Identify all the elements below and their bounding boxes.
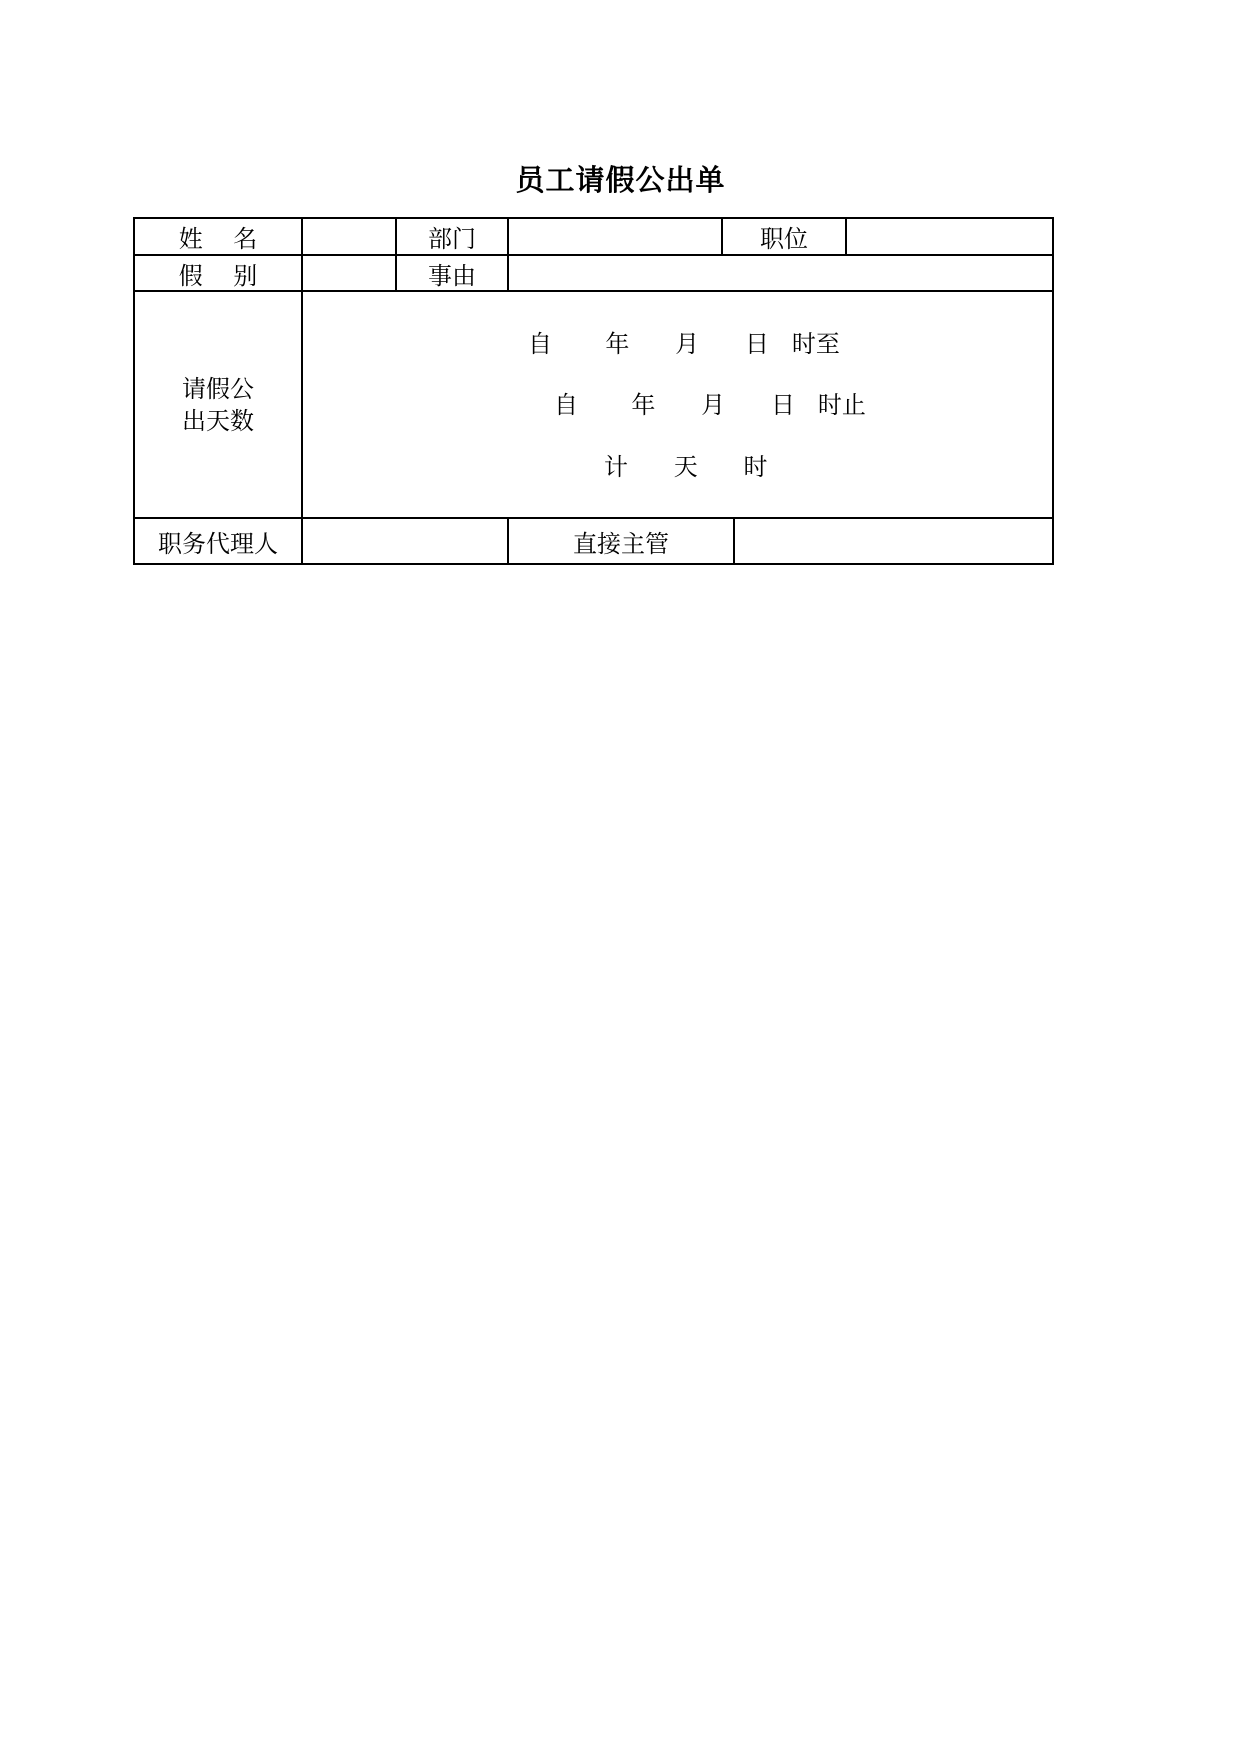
position-label: 职位 (760, 225, 808, 253)
leave-type-field[interactable] (303, 256, 395, 290)
reason-label: 事由 (428, 261, 476, 290)
supervisor-field[interactable] (735, 519, 1052, 563)
leave-form (133, 217, 1054, 565)
days-label-line2: 出天数 (182, 406, 254, 435)
name-field[interactable] (303, 219, 395, 254)
period-total[interactable]: 计 天 时 (604, 453, 768, 481)
name-label: 姓 名 (178, 225, 258, 253)
period-to[interactable]: 自 年 月 日 时止 (554, 391, 866, 419)
days-label (135, 292, 301, 517)
deputy-label: 职务代理人 (158, 529, 278, 558)
days-label-line1: 请假公 (182, 374, 254, 403)
position-field[interactable] (847, 219, 1052, 254)
deputy-field[interactable] (303, 519, 507, 563)
page-title: 员工请假公出单 (515, 163, 726, 197)
leave-type-label: 假 别 (178, 261, 258, 290)
reason-field[interactable] (509, 256, 1052, 290)
department-label: 部门 (428, 225, 476, 253)
period-from[interactable]: 自 年 月 日 时至 (528, 330, 840, 358)
supervisor-label: 直接主管 (573, 529, 669, 558)
department-field[interactable] (509, 219, 721, 254)
